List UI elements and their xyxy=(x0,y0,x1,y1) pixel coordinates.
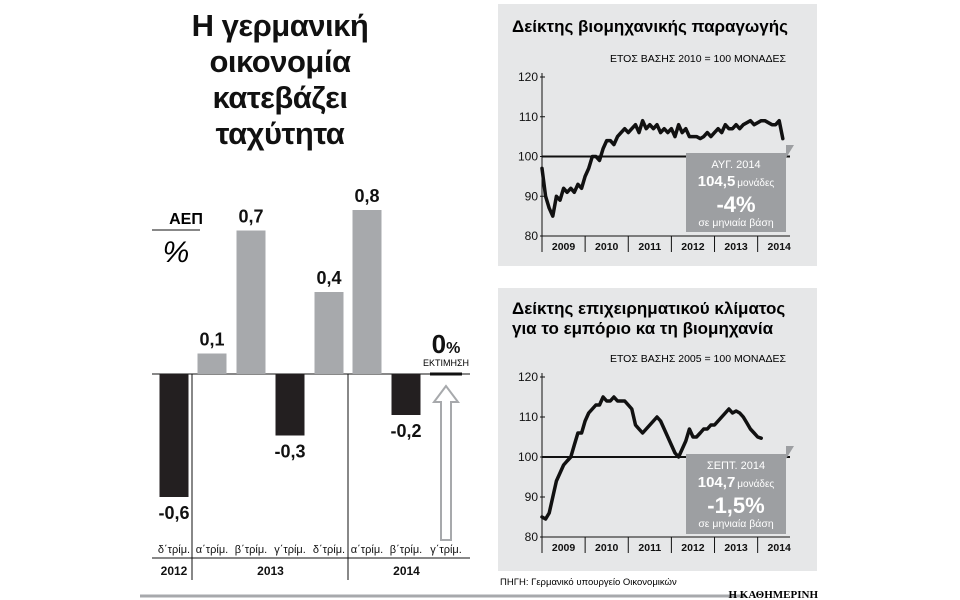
business-x-tick-label: 2011 xyxy=(638,542,662,554)
business-x-tick-label: 2010 xyxy=(595,542,619,554)
business-base-note: ΕΤΟΣ ΒΑΣΗΣ 2005 = 100 ΜΟΝΑΔΕΣ xyxy=(609,353,786,365)
industrial-y-tick-label: 100 xyxy=(517,149,538,164)
business-y-tick-label: 110 xyxy=(518,410,538,424)
business-panel-title: για το εμπόριο κα τη βιομηχανία xyxy=(512,319,774,338)
gdp-year-label: 2012 xyxy=(160,564,188,578)
industrial-x-tick-label: 2013 xyxy=(724,241,748,253)
industrial-x-tick-label: 2009 xyxy=(551,241,576,253)
estimate-marker xyxy=(423,329,469,540)
gdp-year-label: 2014 xyxy=(393,564,420,578)
gdp-bar-value-label: 0,8 xyxy=(354,186,380,206)
industrial-y-tick-label: 90 xyxy=(524,189,538,204)
business-y-tick-label: 90 xyxy=(524,490,538,504)
industrial-callout xyxy=(686,145,794,232)
business-y-tick-label: 100 xyxy=(517,450,538,464)
business-callout-number: 104,7 xyxy=(697,474,736,491)
estimate-value-label: 0% xyxy=(431,329,461,359)
gdp-bar xyxy=(392,374,421,415)
business-y-tick-label: 120 xyxy=(517,370,538,384)
industrial-x-tick-label: 2011 xyxy=(638,241,662,253)
business-callout xyxy=(686,446,794,534)
gdp-category-label: δ΄τρίμ. xyxy=(312,544,346,556)
industrial-callout-date: ΑΥΓ. 2014 xyxy=(711,159,761,171)
business-callout-unit: μονάδες xyxy=(737,479,775,490)
gdp-bar xyxy=(353,210,382,374)
industrial-x-tick-label: 2010 xyxy=(595,241,619,253)
gdp-axis-label: ΑΕΠ xyxy=(169,211,203,228)
gdp-bar-value-label: -0,3 xyxy=(274,441,306,462)
industrial-base-note: ΕΤΟΣ ΒΑΣΗΣ 2010 = 100 ΜΟΝΑΔΕΣ xyxy=(609,53,786,65)
up-arrow-icon xyxy=(434,386,458,540)
business-y-tick-label: 80 xyxy=(524,530,538,544)
gdp-category-label: α΄τρίμ. xyxy=(195,544,229,556)
headline-line: κατεβάζει xyxy=(212,80,348,115)
gdp-bar-value-label: 0,1 xyxy=(199,329,225,350)
gdp-bar xyxy=(315,292,344,374)
industrial-callout-unit: μονάδες xyxy=(737,178,775,189)
industrial-y-tick-label: 80 xyxy=(524,229,538,243)
headline-line: Η γερμανική xyxy=(191,8,369,43)
industrial-callout-note: σε μηνιαία βάση xyxy=(698,217,774,229)
industrial-x-tick-label: 2012 xyxy=(681,241,705,253)
headline-line: οικονομία xyxy=(209,44,351,79)
business-x-tick-label: 2009 xyxy=(551,542,576,554)
industrial-callout-change: -4% xyxy=(716,192,756,217)
brand-logo-text: Η ΚΑΘΗΜΕΡΙΝΗ xyxy=(728,589,818,600)
gdp-bar-chart xyxy=(152,186,470,580)
industrial-y-tick-label: 110 xyxy=(518,109,538,124)
gdp-bar xyxy=(160,374,189,497)
gdp-bar-value-label: -0,2 xyxy=(390,421,422,441)
business-callout-change: -1,5% xyxy=(707,493,765,518)
gdp-category-label: β΄τρίμ. xyxy=(389,544,423,556)
business-x-tick-label: 2013 xyxy=(724,542,748,554)
business-panel-title: Δείκτης επιχειρηματικού κλίματος xyxy=(512,299,786,318)
gdp-category-label: γ΄τρίμ. xyxy=(430,544,462,556)
industrial-x-tick-label: 2014 xyxy=(767,241,791,253)
industrial-panel-title: Δείκτης βιομηχανικής παραγωγής xyxy=(512,17,788,36)
business-x-tick-label: 2014 xyxy=(767,542,791,554)
gdp-bar-value-label: 0,4 xyxy=(316,268,342,288)
gdp-bar xyxy=(276,374,305,436)
gdp-bar xyxy=(237,231,266,375)
business-callout-date: ΣΕΠΤ. 2014 xyxy=(706,460,766,472)
gdp-year-label: 2013 xyxy=(257,564,284,578)
gdp-category-label: β΄τρίμ. xyxy=(234,544,268,556)
headline-line: ταχύτητα xyxy=(215,116,345,151)
business-callout-note: σε μηνιαία βάση xyxy=(698,518,774,530)
estimate-note: ΕΚΤΙΜΗΣΗ xyxy=(422,358,470,368)
gdp-bar xyxy=(198,354,227,375)
gdp-category-label: δ΄τρίμ. xyxy=(157,544,191,556)
gdp-unit-label: % xyxy=(162,236,190,269)
industrial-callout-number: 104,5 xyxy=(697,173,736,190)
source-note: ΠΗΓΗ: Γερμανικό υπουργείο Οικονομικών xyxy=(500,577,677,588)
gdp-bar-value-label: -0,6 xyxy=(158,503,190,523)
gdp-category-label: α΄τρίμ. xyxy=(350,544,384,556)
gdp-bar-value-label: 0,7 xyxy=(238,206,264,227)
gdp-category-label: γ΄τρίμ. xyxy=(274,544,306,556)
business-x-tick-label: 2012 xyxy=(681,542,705,554)
industrial-y-tick-label: 120 xyxy=(517,70,538,84)
